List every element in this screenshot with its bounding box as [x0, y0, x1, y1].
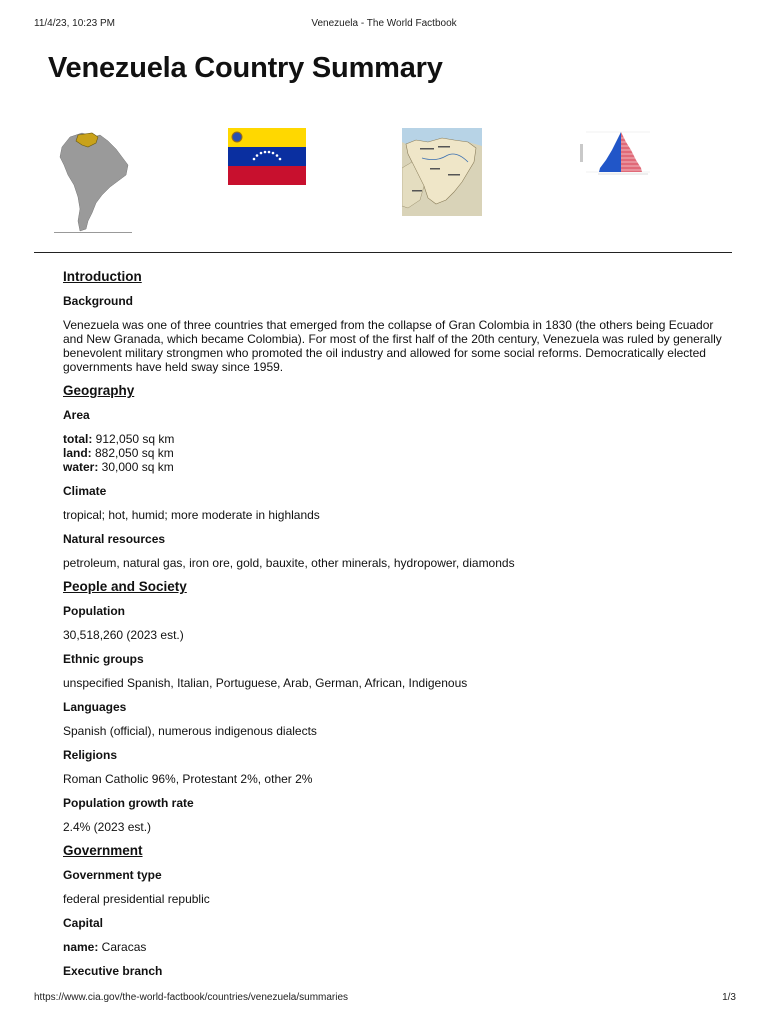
- field-label-climate: Climate: [63, 484, 107, 498]
- locator-map-image[interactable]: [52, 129, 132, 233]
- field-label-ethnic-groups: Ethnic groups: [63, 652, 144, 666]
- section-heading-introduction[interactable]: Introduction: [63, 269, 142, 284]
- summary-content: [63, 270, 723, 988]
- field-value-area: [63, 432, 723, 474]
- field-label-religions: Religions: [63, 748, 118, 762]
- field-value-population-growth-rate: 2.4% (2023 est.): [63, 820, 152, 834]
- area-total-value: 912,050 sq km: [92, 432, 175, 446]
- field-value-languages: Spanish (official), numerous indigenous dialects: [63, 724, 317, 738]
- field-label-government-type: Government type: [63, 868, 162, 882]
- print-datetime: 11/4/23, 10:23 PM: [34, 18, 115, 29]
- field-label-area: Area: [63, 408, 90, 422]
- area-water-key: water:: [63, 460, 99, 474]
- image-strip: [0, 125, 768, 237]
- section-heading-government[interactable]: Government: [63, 843, 143, 858]
- area-water-value: 30,000 sq km: [98, 460, 174, 474]
- field-value-government-type: federal presidential republic: [63, 892, 210, 906]
- field-value-religions: Roman Catholic 96%, Protestant 2%, other 2%: [63, 772, 313, 786]
- field-label-background: Background: [63, 294, 134, 308]
- capital-name-key: name:: [63, 940, 99, 954]
- print-url[interactable]: https://www.cia.gov/the-world-factbook/countries/venezuela/summaries: [34, 992, 349, 1003]
- population-pyramid-image[interactable]: [578, 128, 656, 178]
- area-total-key: total:: [63, 432, 93, 446]
- field-value-natural-resources: petroleum, natural gas, iron ore, gold, bauxite, other minerals, hydropower, diamonds: [63, 556, 515, 570]
- field-label-natural-resources: Natural resources: [63, 532, 166, 546]
- print-page-number: 1/3: [722, 992, 736, 1003]
- page-title: Venezuela Country Summary: [48, 52, 443, 84]
- print-page-title: Venezuela - The World Factbook: [311, 18, 457, 29]
- field-label-capital: Capital: [63, 916, 104, 930]
- field-label-executive-branch: Executive branch: [63, 964, 163, 978]
- section-heading-geography[interactable]: Geography: [63, 383, 135, 398]
- country-map-image[interactable]: [402, 128, 482, 216]
- field-value-population: 30,518,260 (2023 est.): [63, 628, 184, 642]
- field-label-languages: Languages: [63, 700, 127, 714]
- area-land-value: 882,050 sq km: [91, 446, 174, 460]
- field-value-capital: [63, 940, 723, 954]
- flag-image[interactable]: [228, 128, 306, 185]
- divider: [34, 252, 732, 253]
- field-label-population-growth-rate: Population growth rate: [63, 796, 194, 810]
- capital-name-value: Caracas: [98, 940, 147, 954]
- area-land-key: land:: [63, 446, 92, 460]
- section-heading-people[interactable]: People and Society: [63, 579, 187, 594]
- field-value-background: Venezuela was one of three countries that emerged from the collapse of Gran Colombia in 1830 (the others being Ecuador and New Granada, which became Colombia). For most of the first half of the 20th century, Venezuela was ruled by generally benevolent military strongmen who promoted the oil industry and allowed for some social reforms. Democratically elected governments have held sway since 1959.: [63, 318, 722, 374]
- field-value-climate: tropical; hot, humid; more moderate in highlands: [63, 508, 320, 522]
- field-label-population: Population: [63, 604, 125, 618]
- field-value-ethnic-groups: unspecified Spanish, Italian, Portuguese, Arab, German, African, Indigenous: [63, 676, 468, 690]
